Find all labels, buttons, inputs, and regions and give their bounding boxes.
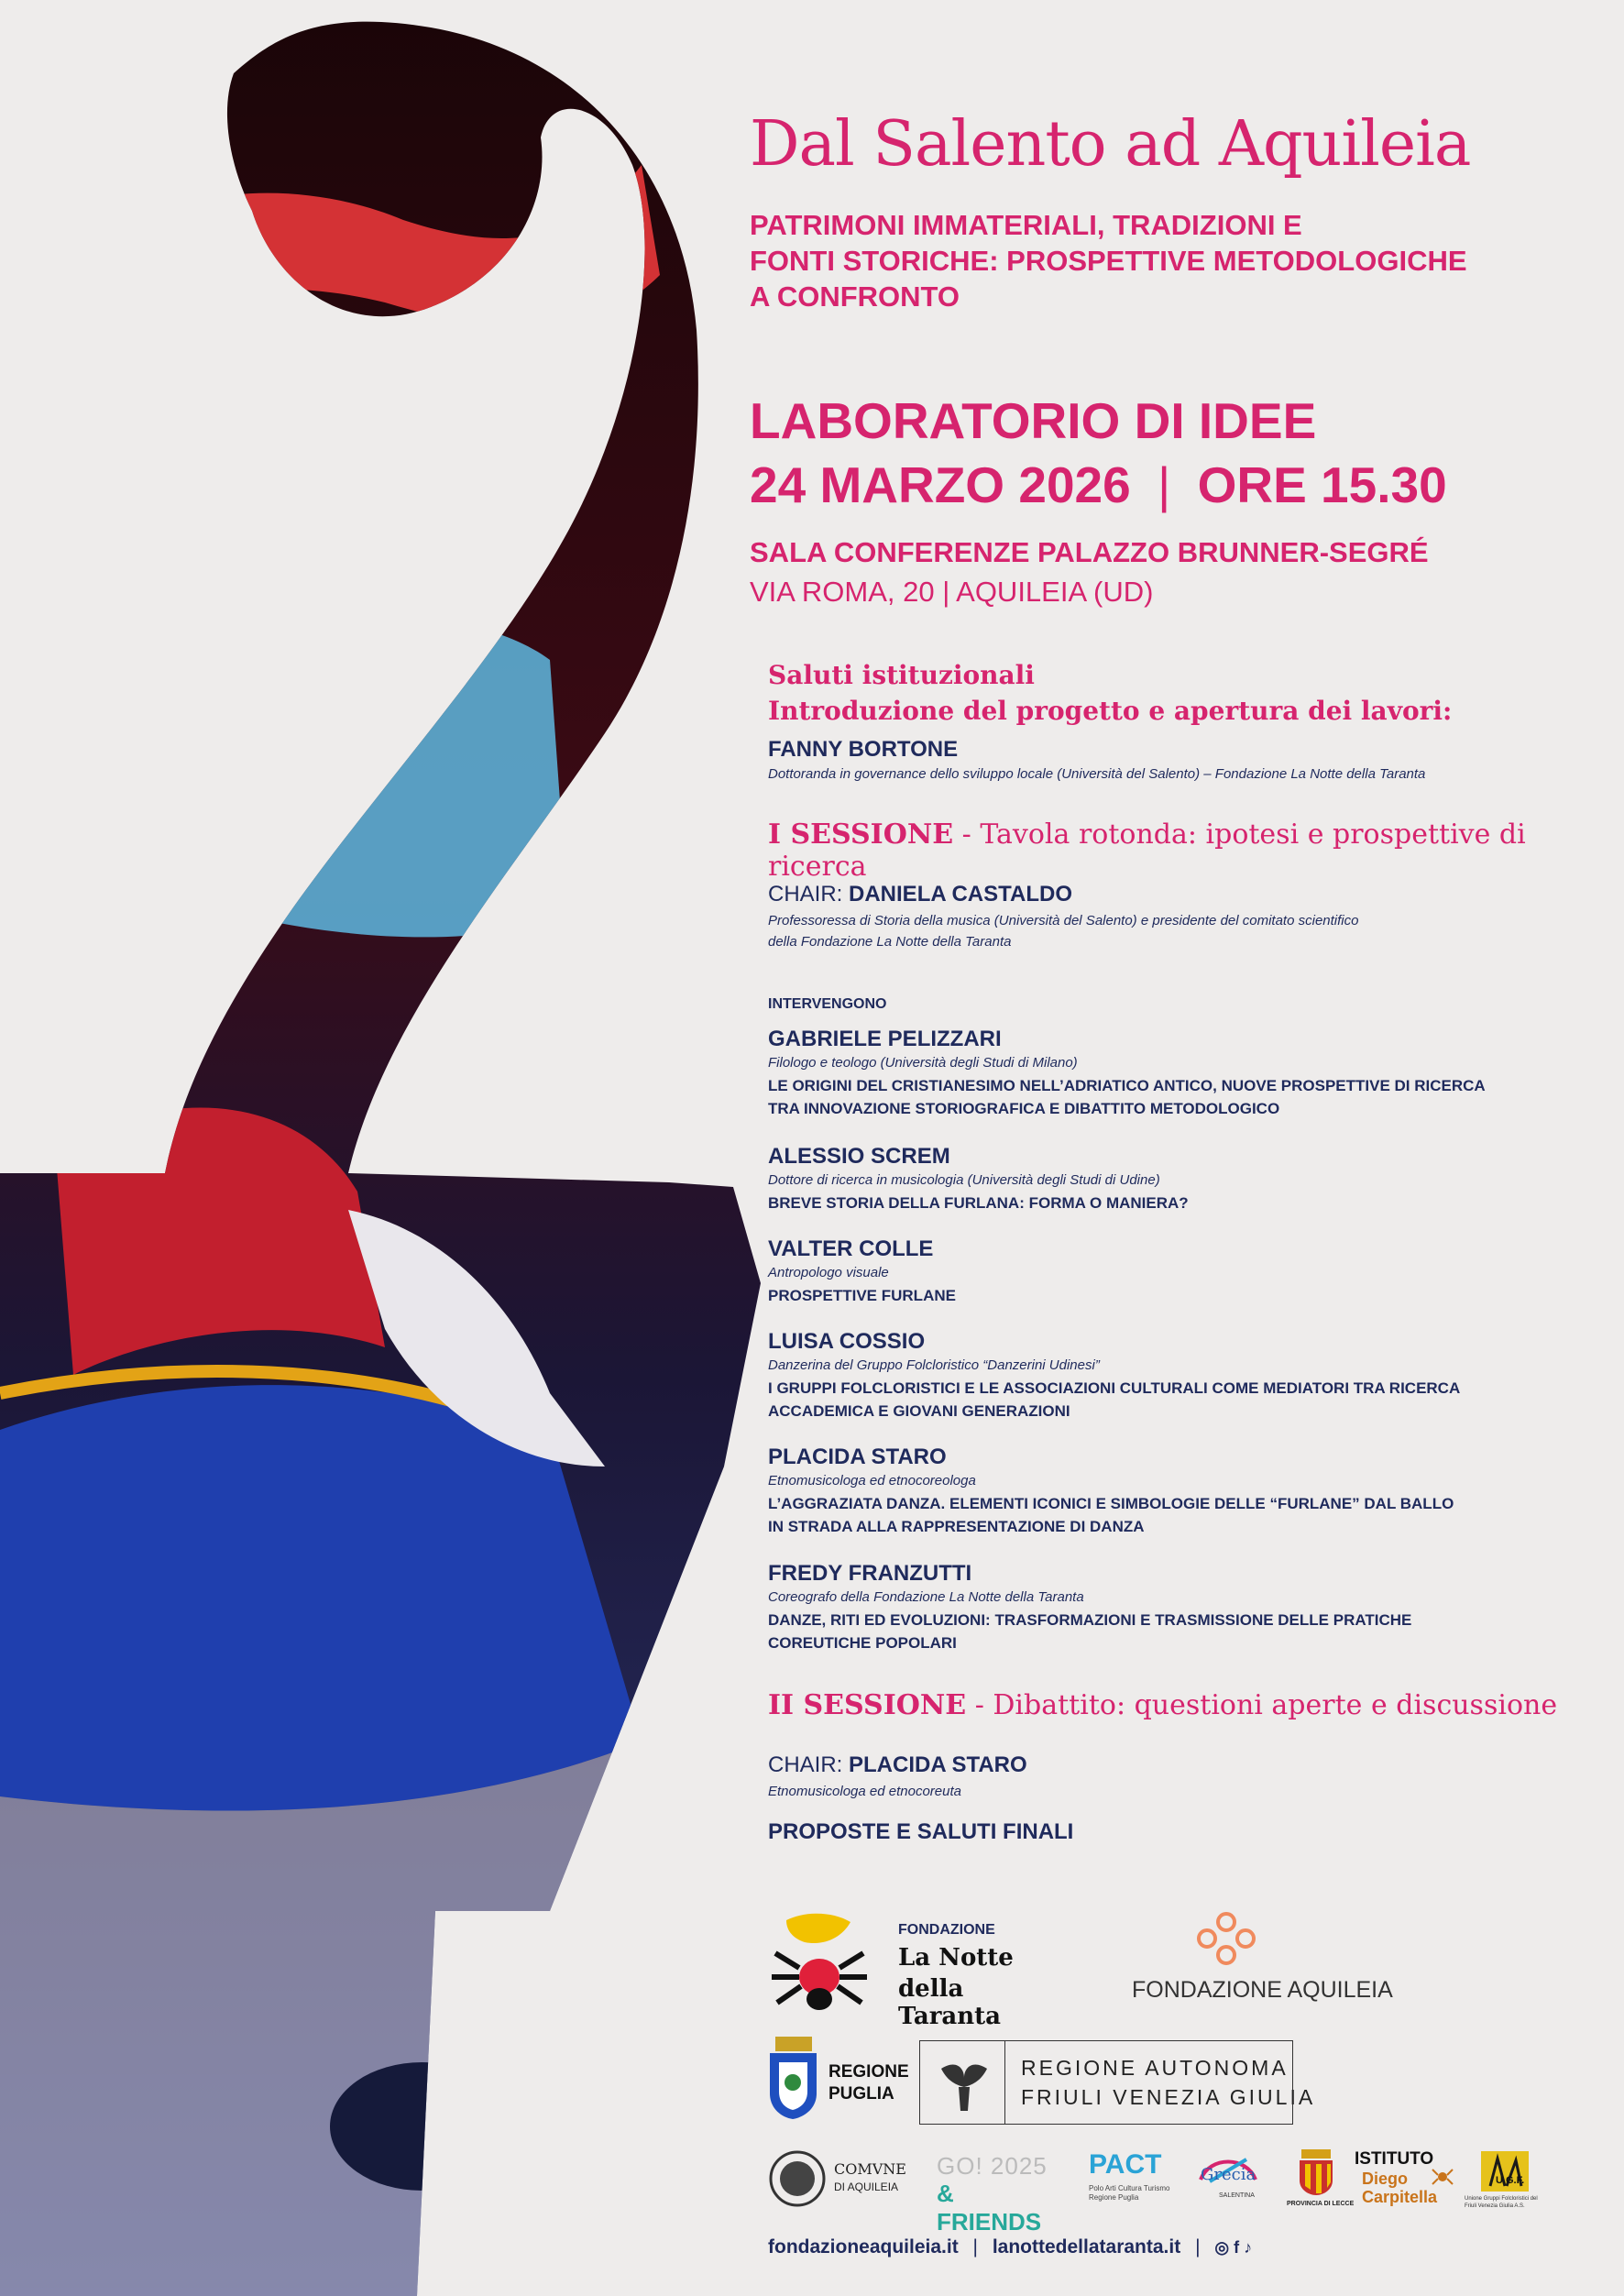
chair-role: Etnomusicologa ed etnocoreuta xyxy=(768,1784,961,1799)
speaker-name: ALESSIO SCREM xyxy=(768,1144,950,1169)
event-name: LABORATORIO DI IDEE xyxy=(750,392,1317,449)
event-time: ORE 15.30 xyxy=(1197,456,1447,513)
comune-seal-icon xyxy=(768,2149,827,2208)
lecce-name: PROVINCIA DI LECCE xyxy=(1287,2201,1355,2207)
taranta-label: FONDAZIONE xyxy=(898,1922,995,1938)
talk-title: LE ORIGINI DEL CRISTIANESIMO NELL’ADRIATICO ANTICO, NUOVE PROSPETTIVE DI RICERCA xyxy=(768,1077,1486,1094)
subtitle-line: PATRIMONI IMMATERIALI, TRADIZIONI E xyxy=(750,209,1302,241)
speaker-role: Dottore di ricerca in musicologia (Università degli Studi di Udine) xyxy=(768,1172,1160,1188)
pact-name: PACT xyxy=(1089,2149,1162,2180)
talk-title: PROSPETTIVE FURLANE xyxy=(768,1287,956,1304)
speaker-role: Filologo e teologo (Università degli Studi di Milano) xyxy=(768,1055,1078,1071)
speaker-name: FREDY FRANZUTTI xyxy=(768,1561,972,1586)
talk-title: DANZE, RITI ED EVOLUZIONI: TRASFORMAZIONI E TRASMISSIONE DELLE PRATICHE xyxy=(768,1611,1412,1629)
event-date: 24 MARZO 2026 xyxy=(750,456,1131,513)
closing-item: PROPOSTE E SALUTI FINALI xyxy=(768,1819,1074,1844)
go-name: GO! 2025 xyxy=(937,2152,1048,2180)
puglia-shield-icon xyxy=(768,2037,818,2119)
session-2-heading xyxy=(768,1689,1611,1721)
talk-title: TRA INNOVAZIONE STORIOGRAFICA E DIBATTITO METODOLOGICO xyxy=(768,1100,1280,1117)
chair-name: PLACIDA STARO xyxy=(849,1752,1027,1777)
speaker-name: PLACIDA STARO xyxy=(768,1445,947,1469)
talk-title: L’AGGRAZIATA DANZA. ELEMENTI ICONICI E SIMBOLOGIE DELLE “FURLANE” DAL BALLO xyxy=(768,1495,1454,1512)
istituto-logo xyxy=(1355,2149,1455,2214)
subtitle-line: FONTI STORICHE: PROSPETTIVE METODOLOGICHE xyxy=(750,245,1467,277)
speaker-item xyxy=(768,1144,1611,1214)
speaker-role: Danzerina del Gruppo Folcloristico “Danzerini Udinesi” xyxy=(768,1357,1100,1373)
speaker-item xyxy=(768,1329,1611,1423)
pact-logo xyxy=(1089,2149,1190,2214)
footer-separator: | xyxy=(972,2236,978,2258)
taranta-logo xyxy=(768,1911,1043,2030)
ugf-sub: Unione Gruppi Folcloristici del Friuli Venezia Giulia A.S. xyxy=(1465,2196,1538,2209)
session-title: - Dibattito: questioni aperte e discussione xyxy=(966,1689,1558,1721)
grecia-name: Grecia xyxy=(1201,2165,1256,2184)
fvg-logo xyxy=(919,2040,1316,2125)
speaker-name: VALTER COLLE xyxy=(768,1236,934,1261)
aquileia-name: FONDAZIONE AQUILEIA xyxy=(1132,1977,1393,2003)
grecia-sub: SALENTINA xyxy=(1219,2192,1255,2199)
session-label: II SESSIONE xyxy=(768,1689,967,1721)
session-1-chair xyxy=(768,882,1611,950)
chair-name: DANIELA CASTALDO xyxy=(849,882,1072,906)
chair-label: CHAIR: xyxy=(768,882,850,906)
taranta-name: La Notte xyxy=(898,1944,1014,1972)
grecia-logo xyxy=(1191,2152,1274,2211)
aquileia-emblem-icon xyxy=(1194,1911,1258,1966)
talk-title: BREVE STORIA DELLA FURLANA: FORMA O MANIERA? xyxy=(768,1194,1189,1212)
session-label: I SESSIONE xyxy=(768,818,954,851)
puglia-logo xyxy=(768,2037,915,2119)
intro-heading: Introduzione del progetto e apertura dei lavori: xyxy=(768,696,1453,726)
chair-role: della Fondazione La Notte della Taranta xyxy=(768,934,1012,950)
session-title: - Tavola rotonda: ipotesi e prospettive di ricerca xyxy=(768,818,1526,883)
speaker-name: FANNY BORTONE xyxy=(768,737,959,762)
event-address: VIA ROMA, 20 | AQUILEIA (UD) xyxy=(750,576,1154,608)
aquileia-logo xyxy=(1132,1911,1393,2012)
taranta-emblem-icon xyxy=(768,1911,869,2016)
talk-title: IN STRADA ALLA RAPPRESENTAZIONE DI DANZA xyxy=(768,1518,1145,1535)
taranta-name: della Taranta xyxy=(898,1975,1002,2030)
speaker-name: GABRIELE PELIZZARI xyxy=(768,1027,1002,1051)
talk-title: ACCADEMICA E GIOVANI GENERAZIONI xyxy=(768,1402,1070,1420)
istituto-name: ISTITUTO xyxy=(1355,2149,1434,2169)
speaker-item xyxy=(768,1561,1611,1654)
speakers-label: INTERVENGONO xyxy=(768,996,887,1012)
website-link[interactable]: fondazioneaquileia.it xyxy=(768,2236,959,2258)
pact-sub: Polo Arti Cultura Turismo Regione Puglia xyxy=(1089,2184,1170,2202)
chair-label: CHAIR: xyxy=(768,1752,850,1777)
event-venue: SALA CONFERENZE PALAZZO BRUNNER-SEGRÉ xyxy=(750,536,1429,568)
go-name: & FRIENDS xyxy=(937,2180,1042,2236)
footer xyxy=(768,2236,1252,2258)
talk-title: I GRUPPI FOLCLORISTICI E LE ASSOCIAZIONI CULTURALI COME MEDIATORI TRA RICERCA xyxy=(768,1379,1461,1397)
ugf-logo xyxy=(1465,2149,1547,2214)
puglia-name: PUGLIA xyxy=(828,2084,894,2104)
comune-name: COMVNE xyxy=(834,2160,906,2178)
istituto-name: Carpitella xyxy=(1362,2188,1438,2206)
speaker-item xyxy=(768,1027,1611,1120)
talk-title: COREUTICHE POPOLARI xyxy=(768,1634,957,1652)
speaker-role: Antropologo visuale xyxy=(768,1265,889,1280)
speaker-item xyxy=(768,1236,1611,1307)
speaker-role: Etnomusicologa ed etnocoreologa xyxy=(768,1473,976,1489)
ugf-name: U.G.F. xyxy=(1496,2175,1525,2186)
comune-name: DI AQUILEIA xyxy=(834,2181,899,2193)
session-1-heading xyxy=(768,818,1611,883)
speaker-item xyxy=(768,1445,1611,1538)
subtitle xyxy=(750,207,1611,314)
fvg-name: REGIONE AUTONOMA xyxy=(1021,2056,1289,2080)
speaker-role: Coreografo della Fondazione La Notte della Taranta xyxy=(768,1589,1084,1605)
saluti-heading: Saluti istituzionali xyxy=(768,660,1035,690)
event-datetime xyxy=(750,453,1447,517)
opening-block xyxy=(768,660,1611,782)
social-icons[interactable]: ◎ f ♪ xyxy=(1214,2238,1253,2257)
puglia-name: REGIONE xyxy=(828,2062,909,2082)
lecce-logo xyxy=(1287,2149,1355,2214)
page-title: Dal Salento ad Aquileia xyxy=(750,108,1471,181)
comune-logo xyxy=(768,2149,915,2214)
footer-separator: | xyxy=(1195,2236,1201,2258)
fvg-name: FRIULI VENEZIA GIULIA xyxy=(1021,2085,1316,2109)
go2025-logo xyxy=(937,2152,1065,2236)
speaker-name: LUISA COSSIO xyxy=(768,1329,926,1354)
eagle-icon xyxy=(937,2050,992,2115)
lecce-shield-icon xyxy=(1298,2149,1334,2195)
session-2-chair xyxy=(768,1752,1611,1799)
datetime-separator: | xyxy=(1158,456,1171,513)
ugf-emblem-icon xyxy=(1479,2149,1531,2193)
spider-icon xyxy=(1432,2166,1454,2188)
event-header xyxy=(750,389,1447,517)
speaker-role: Dottoranda in governance dello sviluppo locale (Università del Salento) – Fondazione La Notte della Taranta xyxy=(768,766,1426,782)
divider xyxy=(1004,2041,1005,2124)
istituto-name: Diego xyxy=(1362,2170,1409,2188)
website-link[interactable]: lanottedellataranta.it xyxy=(992,2236,1181,2258)
chair-role: Professoressa di Storia della musica (Università del Salento) e presidente del comitato scientifico xyxy=(768,913,1359,928)
subtitle-line: A CONFRONTO xyxy=(750,280,960,313)
